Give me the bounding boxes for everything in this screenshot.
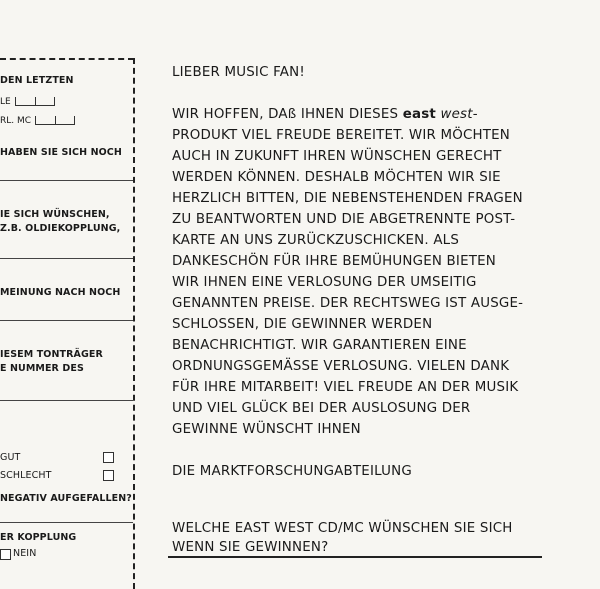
letter-line: KARTE AN UNS ZURÜCKZUSCHICKEN. ALS <box>172 233 460 248</box>
letter-line: FÜR IHRE MITARBEIT! VIEL FREUDE AN DER MUSIK <box>172 380 519 395</box>
postcard-stub <box>0 58 138 589</box>
answer-line[interactable] <box>0 522 133 523</box>
letter-line: DANKESCHÖN FÜR IHRE BEMÜHUNGEN BIETEN <box>172 254 496 269</box>
write-in-boxes[interactable] <box>15 97 55 106</box>
letter-line-hyphen: - <box>472 107 478 122</box>
stub-option-row-b <box>0 116 75 126</box>
stub-question-5-line1: IESEM TONTRÄGER <box>0 349 103 360</box>
stub-question-4: MEINUNG NACH NOCH <box>0 287 121 298</box>
answer-line[interactable] <box>0 258 133 259</box>
stub-question-8: ER KOPPLUNG <box>0 532 77 543</box>
checkbox-bad[interactable] <box>103 470 114 481</box>
letter-line: GENANNTEN PREISE. DER RECHTSWEG IST AUSGE- <box>172 296 524 311</box>
stub-option-bad: SCHLECHT <box>0 470 52 481</box>
letter-line: BENACHRICHTIGT. WIR GARANTIEREN EINE <box>172 338 467 353</box>
checkbox-good[interactable] <box>103 452 114 463</box>
stub-option-no: NEIN <box>13 548 37 559</box>
letter-line: SCHLOSSEN, DIE GEWINNER WERDEN <box>172 317 433 332</box>
letter-signature: DIE MARKTFORSCHUNGABTEILUNG <box>172 464 412 479</box>
wish-answer-line[interactable] <box>168 556 542 558</box>
stub-question-2: HABEN SIE SICH NOCH <box>0 147 122 158</box>
letter-line: WERDEN KÖNNEN. DESHALB MÖCHTEN WIR SIE <box>172 170 501 185</box>
letter-line: GEWINNE WÜNSCHT IHNEN <box>172 422 361 437</box>
brand-west: west <box>440 107 473 122</box>
letter-greeting: LIEBER MUSIC FAN! <box>172 65 305 80</box>
write-in-boxes[interactable] <box>35 116 75 125</box>
letter-line: ORDNUNGSGEMÄSSE VERLOSUNG. VIELEN DANK <box>172 359 510 374</box>
stub-option-row-a <box>0 97 55 107</box>
stub-question-3-line2: Z.B. OLDIEKOPPLUNG, <box>0 223 121 234</box>
letter-line: WIR IHNEN EINE VERLOSUNG DER UMSEITIG <box>172 275 477 290</box>
stub-question-3-line1: IE SICH WÜNSCHEN, <box>0 209 110 220</box>
letter-body <box>172 125 552 440</box>
letter-text <box>172 62 552 482</box>
stub-option-good: GUT <box>0 452 21 463</box>
letter-line: HERZLICH BITTEN, DIE NEBENSTEHENDEN FRAGEN <box>172 191 523 206</box>
stub-question-7: NEGATIV AUFGEFALLEN? <box>0 493 132 504</box>
answer-line[interactable] <box>0 180 133 181</box>
stub-question-5-line2: E NUMMER DES <box>0 363 84 374</box>
stub-option-label: LE <box>0 97 11 107</box>
letter-line: AUCH IN ZUKUNFT IHREN WÜNSCHEN GERECHT <box>172 149 502 164</box>
wish-question-line2: WENN SIE GEWINNEN? <box>172 540 329 555</box>
stub-option-label: RL. MC <box>0 116 32 126</box>
letter-line: PRODUKT VIEL FREUDE BEREITET. WIR MÖCHTEN <box>172 128 511 143</box>
answer-line[interactable] <box>0 320 133 321</box>
letter-line-text: WIR HOFFEN, DAß IHNEN DIESES <box>172 107 403 122</box>
answer-line[interactable] <box>0 400 133 401</box>
checkbox-no[interactable] <box>0 549 11 560</box>
letter-line-first <box>172 104 552 125</box>
wish-question <box>172 519 552 557</box>
brand-east: east <box>402 107 436 122</box>
wish-question-line1: WELCHE EAST WEST CD/MC WÜNSCHEN SIE SICH <box>172 521 513 536</box>
letter-line: UND VIEL GLÜCK BEI DER AUSLOSUNG DER <box>172 401 471 416</box>
letter-line: ZU BEANTWORTEN UND DIE ABGETRENNTE POST- <box>172 212 516 227</box>
stub-question-1: DEN LETZTEN <box>0 75 74 86</box>
